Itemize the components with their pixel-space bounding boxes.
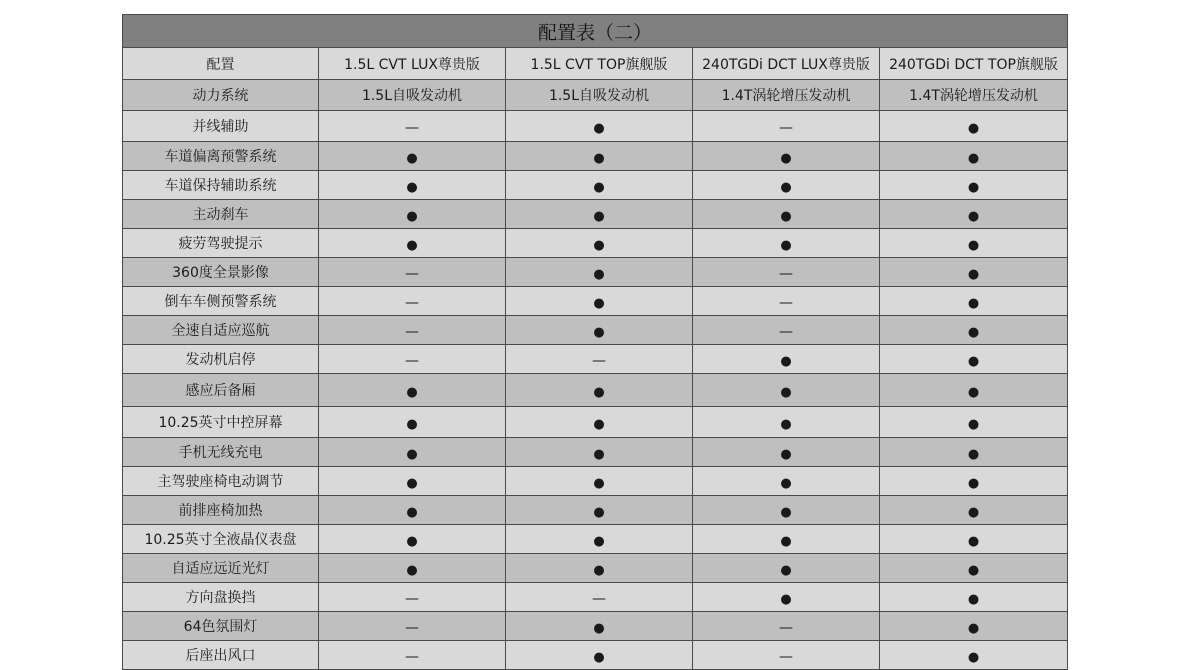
table-row xyxy=(123,467,1068,496)
feature-available-mark: ● xyxy=(967,562,980,578)
feature-unavailable-mark: — xyxy=(405,352,419,369)
feature-cell xyxy=(880,229,1068,258)
feature-cell xyxy=(319,612,506,641)
feature-unavailable-mark: — xyxy=(405,294,419,311)
table-row xyxy=(123,374,1068,407)
powertrain-cell: 1.4T涡轮增压发动机 xyxy=(693,80,880,111)
feature-cell xyxy=(693,316,880,345)
feature-available-mark: ● xyxy=(780,208,792,224)
feature-label: 10.25英寸全液晶仪表盘 xyxy=(123,525,319,554)
feature-cell xyxy=(693,438,880,467)
table-row xyxy=(123,142,1068,171)
feature-cell xyxy=(693,111,880,142)
feature-cell xyxy=(693,171,880,200)
table-row xyxy=(123,583,1068,612)
feature-cell xyxy=(506,171,693,200)
feature-available-mark: ● xyxy=(593,649,605,665)
feature-cell xyxy=(880,496,1068,525)
feature-label: 车道保持辅助系统 xyxy=(123,171,319,200)
table-title: 配置表（二） xyxy=(123,15,1068,48)
feature-available-mark: ● xyxy=(780,237,792,253)
feature-cell xyxy=(880,111,1068,142)
feature-unavailable-mark: — xyxy=(405,619,419,636)
feature-unavailable-mark: — xyxy=(405,265,419,282)
feature-available-mark: ● xyxy=(967,120,980,136)
feature-cell xyxy=(880,612,1068,641)
feature-available-mark: ● xyxy=(593,120,605,136)
feature-label: 自适应远近光灯 xyxy=(123,554,319,583)
feature-cell xyxy=(319,467,506,496)
feature-label: 车道偏离预警系统 xyxy=(123,142,319,171)
table-row xyxy=(123,287,1068,316)
feature-available-mark: ● xyxy=(780,446,792,462)
powertrain-cell: 1.4T涡轮增压发动机 xyxy=(880,80,1068,111)
feature-available-mark: ● xyxy=(780,591,792,607)
feature-cell xyxy=(880,345,1068,374)
feature-available-mark: ● xyxy=(967,295,980,311)
feature-cell xyxy=(506,374,693,407)
feature-available-mark: ● xyxy=(780,504,792,520)
feature-cell xyxy=(319,287,506,316)
feature-cell xyxy=(506,583,693,612)
feature-available-mark: ● xyxy=(406,504,418,520)
powertrain-label: 动力系统 xyxy=(123,80,319,111)
feature-label: 前排座椅加热 xyxy=(123,496,319,525)
table-row xyxy=(123,171,1068,200)
feature-cell xyxy=(693,554,880,583)
powertrain-cell: 1.5L自吸发动机 xyxy=(319,80,506,111)
feature-cell xyxy=(506,229,693,258)
feature-available-mark: ● xyxy=(780,562,792,578)
feature-available-mark: ● xyxy=(593,562,605,578)
feature-available-mark: ● xyxy=(406,446,418,462)
feature-cell xyxy=(693,200,880,229)
spec-table xyxy=(122,14,1068,670)
feature-cell xyxy=(506,641,693,670)
feature-cell xyxy=(880,525,1068,554)
feature-available-mark: ● xyxy=(593,384,605,400)
table-row xyxy=(123,345,1068,374)
feature-label: 全速自适应巡航 xyxy=(123,316,319,345)
feature-available-mark: ● xyxy=(780,533,792,549)
feature-available-mark: ● xyxy=(967,591,980,607)
table-row xyxy=(123,229,1068,258)
table-row xyxy=(123,641,1068,670)
feature-cell xyxy=(319,407,506,438)
feature-cell xyxy=(506,345,693,374)
feature-cell xyxy=(693,467,880,496)
feature-available-mark: ● xyxy=(967,620,980,636)
feature-available-mark: ● xyxy=(967,504,980,520)
feature-available-mark: ● xyxy=(967,324,980,340)
feature-cell xyxy=(506,200,693,229)
feature-rows xyxy=(123,111,1068,670)
feature-cell xyxy=(319,171,506,200)
feature-cell xyxy=(506,496,693,525)
feature-available-mark: ● xyxy=(780,384,792,400)
table-row xyxy=(123,316,1068,345)
table-row xyxy=(123,612,1068,641)
feature-cell xyxy=(319,142,506,171)
feature-cell xyxy=(506,438,693,467)
feature-unavailable-mark: — xyxy=(405,648,419,665)
feature-label: 疲劳驾驶提示 xyxy=(123,229,319,258)
feature-unavailable-mark: — xyxy=(779,294,793,311)
feature-label: 主动刹车 xyxy=(123,200,319,229)
feature-cell xyxy=(693,345,880,374)
feature-cell xyxy=(693,583,880,612)
feature-label: 发动机启停 xyxy=(123,345,319,374)
feature-cell xyxy=(880,171,1068,200)
feature-cell xyxy=(319,496,506,525)
feature-available-mark: ● xyxy=(406,384,418,400)
feature-available-mark: ● xyxy=(593,295,605,311)
feature-unavailable-mark: — xyxy=(592,590,606,607)
feature-available-mark: ● xyxy=(593,324,605,340)
feature-cell xyxy=(880,583,1068,612)
feature-available-mark: ● xyxy=(593,533,605,549)
feature-available-mark: ● xyxy=(967,475,980,491)
powertrain-row xyxy=(123,80,1068,111)
feature-cell xyxy=(506,525,693,554)
header-cell-config: 配置 xyxy=(123,48,319,80)
feature-cell xyxy=(693,525,880,554)
feature-available-mark: ● xyxy=(406,179,418,195)
feature-unavailable-mark: — xyxy=(779,119,793,136)
table-row xyxy=(123,496,1068,525)
feature-label: 64色氛围灯 xyxy=(123,612,319,641)
feature-cell xyxy=(506,142,693,171)
feature-available-mark: ● xyxy=(967,533,980,549)
feature-label: 主驾驶座椅电动调节 xyxy=(123,467,319,496)
feature-cell xyxy=(506,407,693,438)
feature-cell xyxy=(319,111,506,142)
feature-available-mark: ● xyxy=(406,208,418,224)
feature-label: 10.25英寸中控屏幕 xyxy=(123,407,319,438)
feature-cell xyxy=(319,641,506,670)
feature-available-mark: ● xyxy=(593,150,605,166)
feature-available-mark: ● xyxy=(406,533,418,549)
feature-cell xyxy=(506,287,693,316)
table-row xyxy=(123,438,1068,467)
feature-cell xyxy=(693,612,880,641)
feature-cell xyxy=(319,525,506,554)
feature-cell xyxy=(880,407,1068,438)
feature-available-mark: ● xyxy=(593,446,605,462)
feature-available-mark: ● xyxy=(967,266,980,282)
feature-cell xyxy=(693,496,880,525)
feature-cell xyxy=(880,316,1068,345)
powertrain-cell: 1.5L自吸发动机 xyxy=(506,80,693,111)
feature-available-mark: ● xyxy=(593,620,605,636)
feature-cell xyxy=(880,287,1068,316)
feature-cell xyxy=(319,258,506,287)
feature-cell xyxy=(319,374,506,407)
header-row xyxy=(123,48,1068,80)
table-row xyxy=(123,258,1068,287)
feature-label: 倒车车侧预警系统 xyxy=(123,287,319,316)
feature-label: 方向盘换挡 xyxy=(123,583,319,612)
feature-cell xyxy=(506,316,693,345)
feature-unavailable-mark: — xyxy=(405,119,419,136)
feature-cell xyxy=(319,316,506,345)
header-cell-trim-1: 1.5L CVT LUX尊贵版 xyxy=(319,48,506,80)
feature-cell xyxy=(506,111,693,142)
header-cell-trim-2: 1.5L CVT TOP旗舰版 xyxy=(506,48,693,80)
feature-cell xyxy=(506,612,693,641)
spec-table-container xyxy=(122,14,1067,670)
feature-available-mark: ● xyxy=(406,475,418,491)
feature-cell xyxy=(880,467,1068,496)
feature-cell xyxy=(693,641,880,670)
feature-cell xyxy=(880,200,1068,229)
header-cell-trim-3: 240TGDi DCT LUX尊贵版 xyxy=(693,48,880,80)
feature-available-mark: ● xyxy=(406,416,418,432)
feature-unavailable-mark: — xyxy=(779,619,793,636)
feature-cell xyxy=(693,287,880,316)
feature-available-mark: ● xyxy=(593,416,605,432)
feature-available-mark: ● xyxy=(406,150,418,166)
table-row xyxy=(123,200,1068,229)
feature-cell xyxy=(693,258,880,287)
feature-cell xyxy=(319,554,506,583)
feature-available-mark: ● xyxy=(780,179,792,195)
feature-cell xyxy=(880,554,1068,583)
feature-available-mark: ● xyxy=(967,150,980,166)
table-row xyxy=(123,111,1068,142)
feature-cell xyxy=(319,229,506,258)
feature-available-mark: ● xyxy=(593,475,605,491)
feature-cell xyxy=(693,407,880,438)
feature-cell xyxy=(693,142,880,171)
feature-available-mark: ● xyxy=(593,504,605,520)
feature-available-mark: ● xyxy=(593,266,605,282)
feature-unavailable-mark: — xyxy=(779,648,793,665)
feature-unavailable-mark: — xyxy=(779,323,793,340)
feature-available-mark: ● xyxy=(967,416,980,432)
feature-available-mark: ● xyxy=(593,237,605,253)
feature-available-mark: ● xyxy=(780,150,792,166)
feature-available-mark: ● xyxy=(967,208,980,224)
feature-unavailable-mark: — xyxy=(405,590,419,607)
feature-unavailable-mark: — xyxy=(592,352,606,369)
feature-available-mark: ● xyxy=(780,353,792,369)
feature-label: 感应后备厢 xyxy=(123,374,319,407)
feature-available-mark: ● xyxy=(593,208,605,224)
feature-unavailable-mark: — xyxy=(405,323,419,340)
feature-available-mark: ● xyxy=(780,475,792,491)
feature-cell xyxy=(880,142,1068,171)
feature-available-mark: ● xyxy=(406,562,418,578)
feature-cell xyxy=(319,200,506,229)
feature-cell xyxy=(506,258,693,287)
feature-unavailable-mark: — xyxy=(779,265,793,282)
header-cell-trim-4: 240TGDi DCT TOP旗舰版 xyxy=(880,48,1068,80)
feature-cell xyxy=(693,374,880,407)
feature-available-mark: ● xyxy=(967,179,980,195)
feature-cell xyxy=(506,554,693,583)
feature-available-mark: ● xyxy=(967,237,980,253)
feature-cell xyxy=(880,374,1068,407)
table-row xyxy=(123,554,1068,583)
feature-cell xyxy=(880,641,1068,670)
feature-label: 后座出风口 xyxy=(123,641,319,670)
feature-cell xyxy=(319,345,506,374)
feature-cell xyxy=(319,438,506,467)
feature-cell xyxy=(506,467,693,496)
feature-label: 手机无线充电 xyxy=(123,438,319,467)
feature-cell xyxy=(693,229,880,258)
feature-available-mark: ● xyxy=(967,649,980,665)
feature-cell xyxy=(880,438,1068,467)
table-row xyxy=(123,407,1068,438)
feature-available-mark: ● xyxy=(967,353,980,369)
feature-cell xyxy=(880,258,1068,287)
feature-available-mark: ● xyxy=(967,446,980,462)
feature-available-mark: ● xyxy=(593,179,605,195)
feature-label: 并线辅助 xyxy=(123,111,319,142)
table-row xyxy=(123,525,1068,554)
feature-available-mark: ● xyxy=(780,416,792,432)
feature-available-mark: ● xyxy=(967,384,980,400)
feature-label: 360度全景影像 xyxy=(123,258,319,287)
feature-available-mark: ● xyxy=(406,237,418,253)
feature-cell xyxy=(319,583,506,612)
